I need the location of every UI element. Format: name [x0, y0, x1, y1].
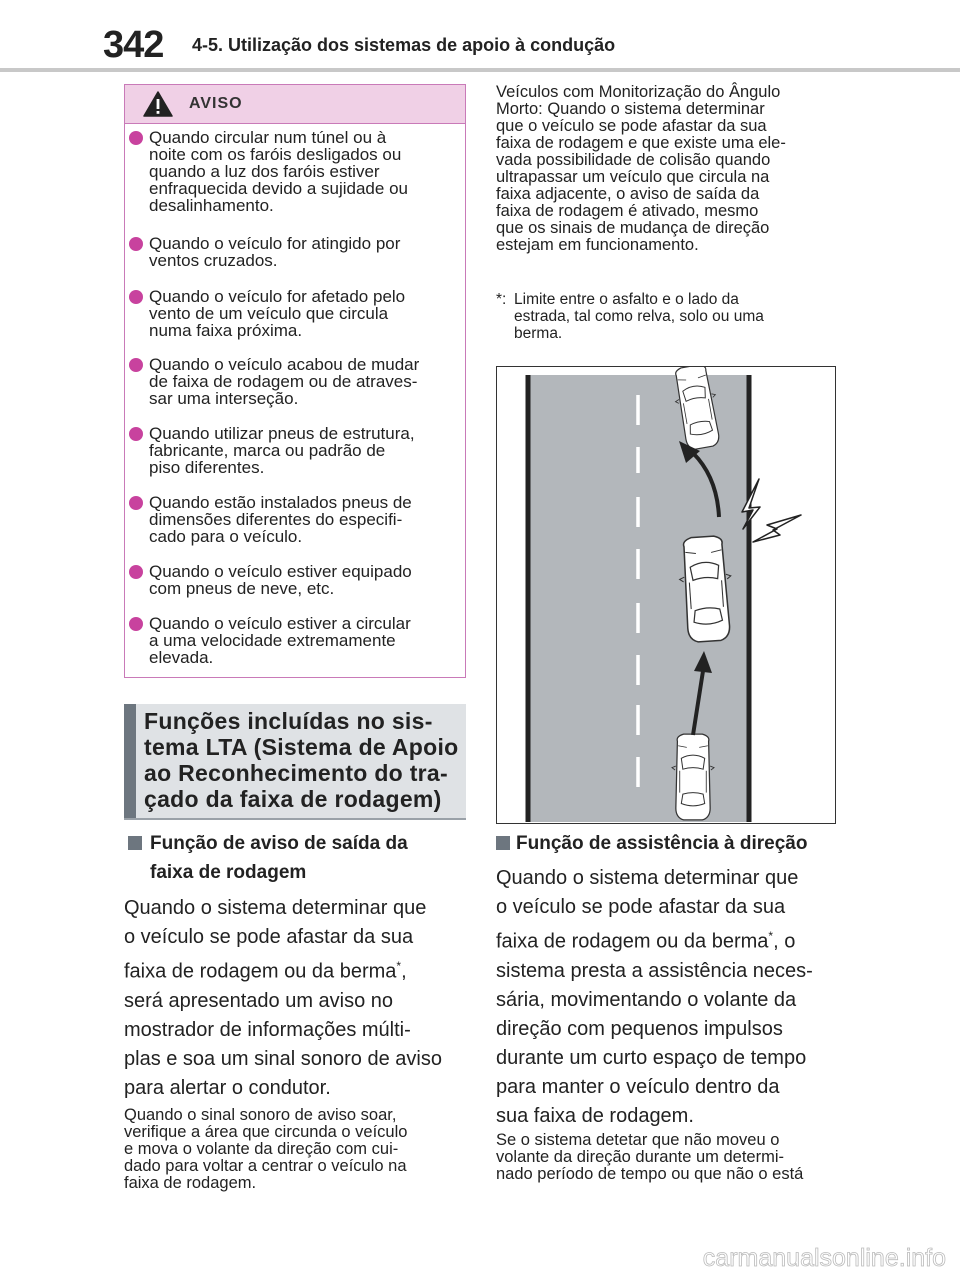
- square-bullet-icon: [496, 836, 510, 850]
- warning-triangle-icon: [143, 91, 173, 117]
- footnote-mark: *:: [496, 291, 507, 308]
- square-bullet-icon: [128, 836, 142, 850]
- warning-box: AVISO Quando circular num túnel ou à noite com os faróis desligados ou quando a luz dos faróis estiver enfraquecida devido a sujidade ou desalinhamento. Quando o veículo for atingido por ventos cruzados. Quando o veículo for afetado pelo vento de um veículo que circula numa faixa próxima. Quando o veículo acabou de mudar de faixa de rodagem ou de atraves- sar uma interseção. Quando utilizar pneus de estrutura, fabricante, marca ou padrão de piso diferentes. Quando estão instalados pneus de dimensões diferentes do especifi- cado para o veículo. Quando o veículo estiver equipado com pneus de neve, etc. Quando o veículo estiver a circular a uma velocidade extremamente elevada.: [124, 84, 466, 678]
- steering-assist-heading: Função de assistência à direção: [496, 829, 841, 858]
- section-heading: Funções incluídas no sis- tema LTA (Sistema de Apoio ao Reconhecimento do tra- çado da faixa de rodagem): [144, 708, 459, 812]
- bullet-dot-icon: [129, 617, 143, 631]
- page-number: 342: [103, 24, 164, 66]
- section-heading-box: [124, 704, 466, 820]
- steering-assist-note: Se o sistema detetar que não moveu o volante da direção durante um determi- nado período de tempo ou que não o está: [496, 1131, 804, 1183]
- road-diagram: [497, 367, 834, 822]
- bullet-dot-icon: [129, 496, 143, 510]
- bullet-dot-icon: [129, 131, 143, 145]
- blind-spot-intro: Veículos com Monitorização do Ângulo Morto: Quando o sistema determinar que o veículo se pode afastar da sua faixa de rodagem e que existe uma ele- vada possibilidade de colisão quando ultrapassar um veículo que circula na faixa adjacente, o aviso de saída da faixa de rodagem é ativado, mesmo que os sinais de mudança de direção estejam em funcionamento.: [496, 83, 786, 254]
- lane-departure-illustration: [496, 366, 836, 824]
- car-behind-icon: [672, 734, 714, 820]
- bullet-dot-icon: [129, 237, 143, 251]
- lane-departure-note: Quando o sinal sonoro de aviso soar, verifique a área que circunda o veículo e mova o volante da direção com cui- dado para voltar a centrar o veículo na faixa de rodagem.: [124, 1106, 408, 1192]
- lane-departure-body: Quando o sistema determinar que o veículo se pode afastar da sua faixa de rodagem ou da berma*, será apresentado um aviso no mostrador de informações múlti- plas e soa um sinal sonoro de aviso para alertar o condutor.: [124, 897, 442, 1099]
- bullet-dot-icon: [129, 427, 143, 441]
- bullet-dot-icon: [129, 290, 143, 304]
- bullet-dot-icon: [129, 565, 143, 579]
- steering-assist-body: Quando o sistema determinar que o veículo se pode afastar da sua faixa de rodagem ou da berma*, o sistema presta a assistência neces- sária, movimentando o volante da direção com pequenos impulsos durante um curto espaço de tempo para manter o veículo dentro da sua faixa de rodagem.: [496, 867, 813, 1127]
- section-accent-bar: [124, 704, 136, 818]
- warning-title: AVISO: [189, 95, 243, 112]
- bullet-dot-icon: [129, 358, 143, 372]
- svg-text:carmanualsonline.info: carmanualsonline.info: [702, 1244, 946, 1272]
- header-rule: [0, 68, 960, 72]
- footnote-text: Limite entre o asfalto e o lado da estrada, tal como relva, solo ou uma berma.: [514, 291, 764, 342]
- lane-departure-heading: Função de aviso de saída da faixa de rodagem: [128, 829, 468, 887]
- warning-header: [125, 85, 465, 124]
- watermark-logo: [648, 1243, 950, 1273]
- header-title: 4-5. Utilização dos sistemas de apoio à condução: [192, 35, 616, 55]
